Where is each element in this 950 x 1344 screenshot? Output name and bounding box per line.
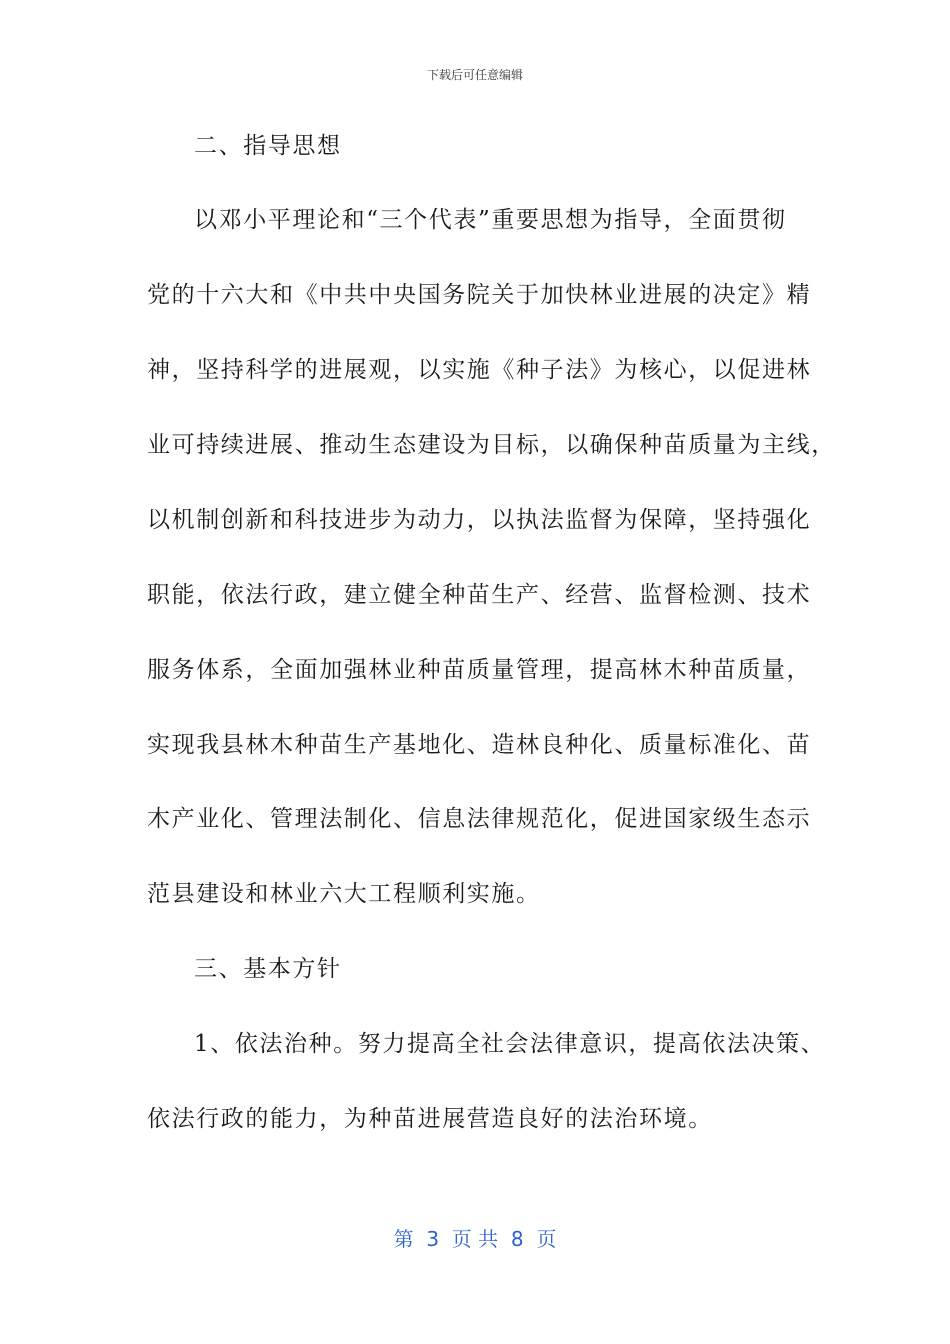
page-header: 下载后可任意编辑: [426, 68, 523, 82]
section-heading-basic-policy: 三、基本方针: [194, 956, 342, 982]
paragraph-line: 服务体系，全面加强林业种苗质量管理，提高林木种苗质量，: [147, 657, 812, 683]
paragraph-line: 范县建设和林业六大工程顺利实施。: [147, 881, 541, 907]
paragraph-line: 党的十六大和《中共中央国务院关于加快林业进展的决定》精: [147, 282, 812, 308]
paragraph-line: 依法行政的能力，为种苗进展营造良好的法治环境。: [147, 1106, 713, 1132]
paragraph-line: 1、依法治种。努力提高全社会法律意识，提高依法决策、: [194, 1031, 826, 1057]
paragraph-line: 以邓小平理论和“三个代表”重要思想为指导，全面贯彻: [194, 207, 787, 233]
paragraph-line: 神，坚持科学的进展观，以实施《种子法》为核心，以促进林: [147, 357, 812, 383]
paragraph-line: 实现我县林木种苗生产基地化、造林良种化、质量标准化、苗: [147, 732, 812, 758]
paragraph-line: 以机制创新和科技进步为动力，以执法监督为保障，坚持强化: [147, 507, 812, 533]
section-heading-guiding-thought: 二、指导思想: [194, 133, 342, 159]
page-number-footer: 第 3 页 共 8 页: [393, 1227, 557, 1251]
paragraph-line: 木产业化、管理法制化、信息法律规范化，促进国家级生态示: [147, 806, 812, 832]
paragraph-line: 职能，依法行政，建立健全种苗生产、经营、监督检测、技术: [147, 582, 812, 608]
paragraph-line: 业可持续进展、推动生态建设为目标，以确保种苗质量为主线，: [147, 432, 836, 458]
